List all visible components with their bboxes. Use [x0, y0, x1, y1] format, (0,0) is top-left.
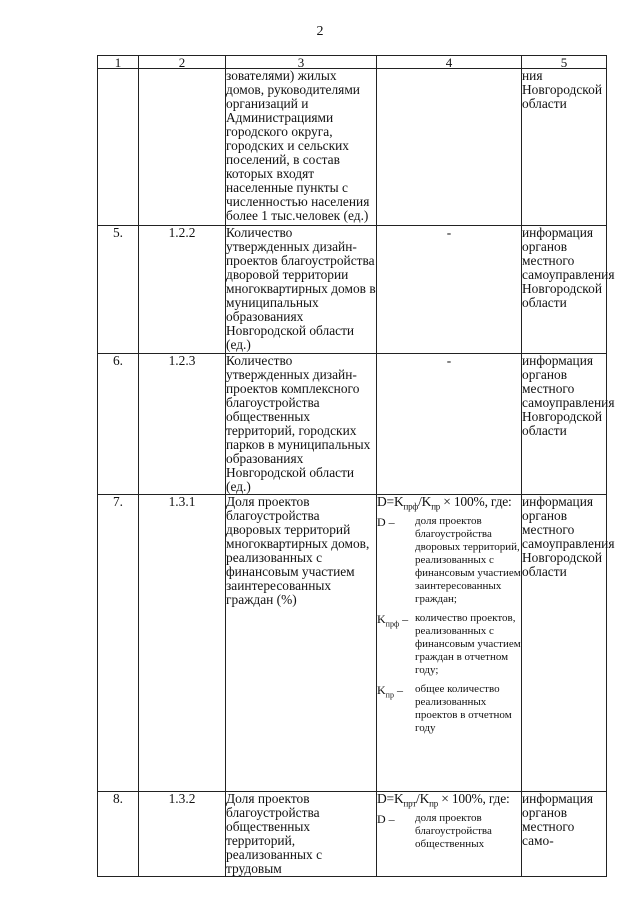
formula-sub-numerator: прт: [403, 798, 417, 809]
definition-text: общее количество реализованных проектов в отчетном году: [415, 682, 512, 734]
indicator-name: зователями) жилых домов, руководителями организаций и Администрациями городского округа, городских и сельских поселений, в состав которых входят населенные пункты с численностью населения более 1 тыс.человек (ед.): [226, 69, 377, 226]
header-col-5: 5: [522, 56, 607, 69]
definition-symbol: [377, 612, 415, 677]
formula-rhs: × 100%, где:: [438, 791, 510, 806]
table-row: [98, 495, 607, 792]
row-number: 5.: [98, 226, 139, 354]
definition-text: доля проектов благоустройства дворовых территорий, реализованных с финансовым участием заинтересованных граждан;: [415, 514, 521, 605]
definition-symbol-dash: –: [393, 682, 403, 697]
table-row: [98, 354, 607, 495]
definition-text: количество проектов, реализованных с финансовым участием граждан в отчетном году;: [415, 611, 521, 676]
row-code: 1.2.3: [139, 354, 226, 495]
header-row: [98, 56, 607, 69]
calculation-method: [377, 69, 522, 226]
definition-symbol: D –: [377, 811, 395, 826]
table-row: [98, 226, 607, 354]
indicator-name: Количество утвержденных дизайн-проектов комплексного благоустройства общественных территорий, городских парков в муниципальных образованиях Новгородской области (ед.): [226, 354, 377, 495]
formula-sub-numerator: прф: [403, 501, 419, 512]
formula: [377, 495, 521, 514]
indicator-name: Доля проектов благоустройства дворовых территорий многоквартирных домов, реализованных с финансовым участием заинтересованных граждан (%): [226, 495, 377, 792]
header-col-4: 4: [377, 56, 522, 69]
calculation-method: -: [377, 354, 522, 495]
definition-item: [377, 812, 521, 851]
page-number: 2: [316, 24, 324, 39]
row-code: [139, 69, 226, 226]
header-col-3: 3: [226, 56, 377, 69]
definition-symbol-base: K: [377, 682, 386, 697]
table-row: [98, 69, 607, 226]
formula-rhs: × 100%, где:: [440, 494, 512, 509]
row-number: 6.: [98, 354, 139, 495]
definition-symbol-sub: прф: [385, 619, 400, 629]
data-source: ния Новгородской области: [522, 69, 607, 226]
formula-mid: /K: [416, 791, 430, 806]
definition-symbol: [377, 683, 415, 735]
calculation-method: -: [377, 226, 522, 354]
formula-mid: /K: [418, 494, 432, 509]
data-source: информация органов местного самоуправления Новгородской области: [522, 226, 607, 354]
row-number: [98, 69, 139, 226]
formula-lhs: D=K: [377, 494, 404, 509]
definition-item: [377, 612, 521, 677]
formula-sub-denominator: пр: [429, 798, 439, 809]
indicator-name: Доля проектов благоустройства общественных территорий, реализованных с трудовым: [226, 792, 377, 877]
row-number: 8.: [98, 792, 139, 877]
formula-sub-denominator: пр: [431, 501, 441, 512]
data-source: информация органов местного самоуправления Новгородской области: [522, 354, 607, 495]
indicators-table: [97, 55, 615, 877]
definition-symbol-dash: –: [399, 611, 409, 626]
definition-item: [377, 515, 521, 606]
calculation-method: [377, 495, 522, 792]
definition-symbol-sub: пр: [385, 690, 394, 700]
definition-text: доля проектов благоустройства общественных: [415, 811, 492, 850]
data-source: информация органов местного самоуправления Новгородской области: [522, 495, 607, 792]
table-row: [98, 792, 607, 877]
formula-lhs: D=K: [377, 791, 404, 806]
definition-symbol: D –: [377, 514, 395, 529]
row-code: 1.3.2: [139, 792, 226, 877]
row-code: 1.2.2: [139, 226, 226, 354]
row-code: 1.3.1: [139, 495, 226, 792]
header-col-2: 2: [139, 56, 226, 69]
definition-symbol-base: K: [377, 611, 386, 626]
data-source: информация органов местного само-: [522, 792, 607, 877]
row-number: 7.: [98, 495, 139, 792]
formula: [377, 792, 521, 811]
indicator-name: Количество утвержденных дизайн-проектов благоустройства дворовой территории многоквартирных домов в муниципальных образованиях Новгородской области (ед.): [226, 225, 376, 352]
definition-item: [377, 683, 521, 735]
calculation-method: [377, 792, 522, 877]
header-col-1: 1: [98, 56, 139, 69]
